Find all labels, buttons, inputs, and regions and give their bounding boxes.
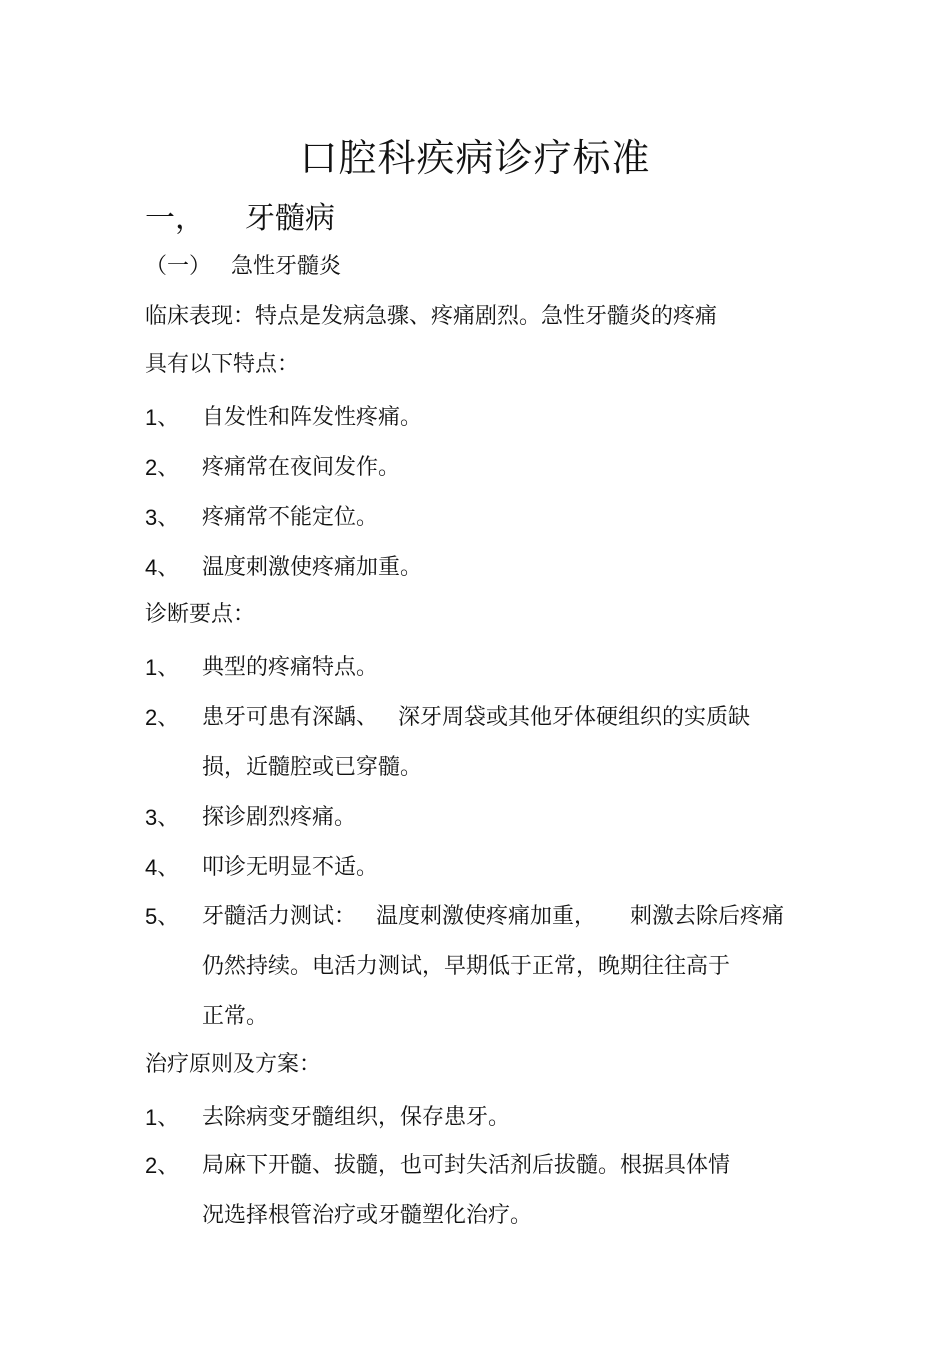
subsection-label: 急性牙髓炎 xyxy=(231,254,342,279)
treatment-heading: 治疗原则及方案： xyxy=(145,1052,322,1077)
list-item-text-line-2: 仍然持续。电活力测试，早期低于正常，晚期往往高于 xyxy=(202,954,731,979)
list-item-text-line-3: 正常。 xyxy=(202,1004,269,1029)
subsection-heading xyxy=(145,252,341,282)
list-item xyxy=(145,793,805,843)
list-item-text-part: 患牙可患有深龋、 xyxy=(202,705,379,730)
list-item-number: 1、 xyxy=(145,655,180,680)
list-item-text-part: 深牙周袋或其他牙体硬组织的实质缺 xyxy=(398,705,751,730)
list-item-number: 4、 xyxy=(145,555,180,580)
list-item xyxy=(145,843,805,893)
list-item-text-line-1 xyxy=(202,892,805,942)
section-number: 一， xyxy=(145,201,205,236)
list-item-number: 3、 xyxy=(145,505,180,530)
list-item-text: 疼痛常在夜间发作。 xyxy=(202,455,401,480)
list-item-text: 去除病变牙髓组织，保存患牙。 xyxy=(202,1105,511,1130)
list-item-text: 典型的疼痛特点。 xyxy=(202,655,379,680)
list-item-number: 2、 xyxy=(145,705,180,730)
section-heading xyxy=(145,198,335,240)
list-item xyxy=(145,1093,805,1143)
list-item xyxy=(145,393,805,443)
list-item xyxy=(145,643,805,693)
list-item-number: 4、 xyxy=(145,855,180,880)
clinical-paragraph-line-1: 临床表现：特点是发病急骤、疼痛剧烈。急性牙髓炎的疼痛 xyxy=(145,304,718,329)
list-item-text: 自发性和阵发性疼痛。 xyxy=(202,405,423,430)
list-item xyxy=(145,1141,805,1241)
list-item-number: 3、 xyxy=(145,805,180,830)
list-item-text: 温度刺激使疼痛加重。 xyxy=(202,555,423,580)
list-item-text-line-1 xyxy=(202,693,805,743)
list-item xyxy=(145,892,805,1042)
list-item-number: 5、 xyxy=(145,904,180,929)
list-item-text: 疼痛常不能定位。 xyxy=(202,505,379,530)
list-item-text-line-2: 损，近髓腔或已穿髓。 xyxy=(202,755,423,780)
list-item xyxy=(145,543,805,593)
clinical-paragraph-line-2: 具有以下特点： xyxy=(145,352,300,377)
list-item-text-part: 刺激去除后疼痛 xyxy=(630,904,785,929)
list-item-text-line-1: 局麻下开髓、拔髓，也可封失活剂后拔髓。根据具体情 xyxy=(202,1153,731,1178)
list-item-text-line-2: 况选择根管治疗或牙髓塑化治疗。 xyxy=(202,1203,533,1228)
list-item-text: 探诊剧烈疼痛。 xyxy=(202,805,357,830)
list-item xyxy=(145,493,805,543)
subsection-number: （一） xyxy=(145,254,212,279)
diagnosis-heading: 诊断要点： xyxy=(145,602,256,627)
section-label: 牙髓病 xyxy=(245,201,335,236)
list-item-text: 叩诊无明显不适。 xyxy=(202,855,379,880)
list-item xyxy=(145,443,805,493)
list-item-number: 2、 xyxy=(145,455,180,480)
list-item-number: 1、 xyxy=(145,405,180,430)
list-item xyxy=(145,693,805,793)
document-title: 口腔科疾病诊疗标准 xyxy=(299,136,651,180)
list-item-text-part: 牙髓活力测试： xyxy=(202,904,357,929)
list-item-text-part: 温度刺激使疼痛加重， xyxy=(376,904,597,929)
list-item-number: 1、 xyxy=(145,1105,180,1130)
list-item-number: 2、 xyxy=(145,1153,180,1178)
